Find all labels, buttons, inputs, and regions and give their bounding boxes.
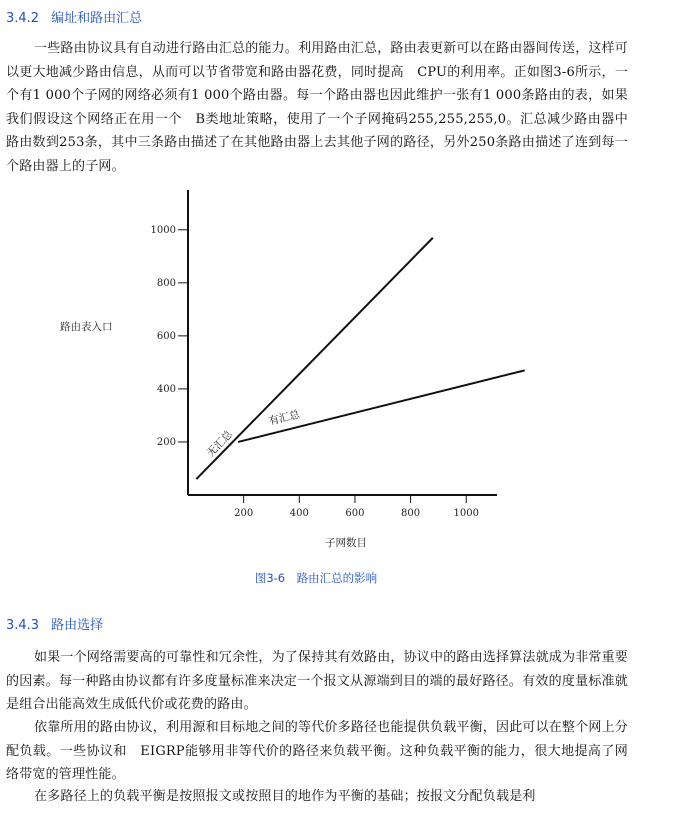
- series-line-no-summary: [196, 238, 433, 479]
- body-paragraph: 在多路径上的负载平衡是按照报文或按照目的地作为平衡的基础；按报文分配负载是利: [34, 789, 536, 804]
- body-paragraph: 如果一个网络需要高的可靠性和冗余性，为了保持其有效路由，协议中的路由选择算法就成为非常重要的因素。每一种路由协议都有许多度量标准来决定一个报文从源端到目的端的最好路径。有效的度量标准就是组合出能高效生成低代价或花费的路由。: [6, 650, 629, 712]
- figure-3-6: [0, 180, 681, 600]
- section-title: 编址和路由汇总: [51, 11, 143, 26]
- route-summary-chart: [0, 180, 681, 600]
- section-heading-3-4-3: [6, 614, 103, 633]
- section-title: 路由选择: [51, 618, 104, 633]
- series-label-no-summary: 无汇总: [204, 428, 236, 460]
- y-tick-label: 800: [156, 277, 176, 289]
- x-tick-label: 400: [289, 508, 309, 519]
- x-tick-label: 800: [401, 508, 421, 519]
- body-paragraph: 一些路由协议具有自动进行路由汇总的能力。利用路由汇总，路由表更新可以在路由器间传送，这样可以更大地减少路由信息，从而可以节省带宽和路由器花费，同时提高 CPU的利用率。正如图3-6所示，一个有1 000个子网的网络必须有1 000个路由器。每一个路由器也因此维护一张有1 000条路由的表，如果我们假设这个网络正在用一个 B类地址策略，使用了一个子网掩码255,255,255,0。汇总减少路由器中路由数到253条，其中三条路由描述了在其他路由器上去其他子网的路径，另外250条路由描述了连到每一个路由器上的子网。: [6, 41, 629, 174]
- body-paragraph: 依靠所用的路由协议，利用源和目标地之间的等代价多路径也能提供负载平衡，因此可以在整个网上分配负载。一些协议和 EIGRP能够用非等代价的路径来负载平衡。这种负载平衡的能力，很大地提高了网络带宽的管理性能。: [6, 720, 629, 782]
- section-number: 3.4.3: [6, 618, 40, 633]
- x-tick-label: 600: [345, 508, 365, 519]
- chart-series: [196, 238, 524, 479]
- section-number: 3.4.2: [6, 11, 40, 26]
- y-tick-label: 1000: [150, 224, 176, 236]
- x-tick-label: 1000: [453, 508, 479, 519]
- chart-axes: [188, 190, 497, 495]
- x-tick-label: 200: [234, 508, 254, 519]
- series-label-summary: 有汇总: [267, 408, 302, 428]
- section-heading-3-4-2: [6, 7, 142, 26]
- y-tick-label: 400: [156, 383, 176, 395]
- y-tick-label: 200: [156, 436, 176, 448]
- figure-caption: 图3-6 路由汇总的影响: [254, 571, 378, 585]
- x-axis-label: 子网数目: [325, 537, 367, 549]
- y-axis-label: 路由表入口: [60, 321, 113, 333]
- series-line-summary: [238, 370, 525, 442]
- y-tick-label: 600: [156, 330, 176, 342]
